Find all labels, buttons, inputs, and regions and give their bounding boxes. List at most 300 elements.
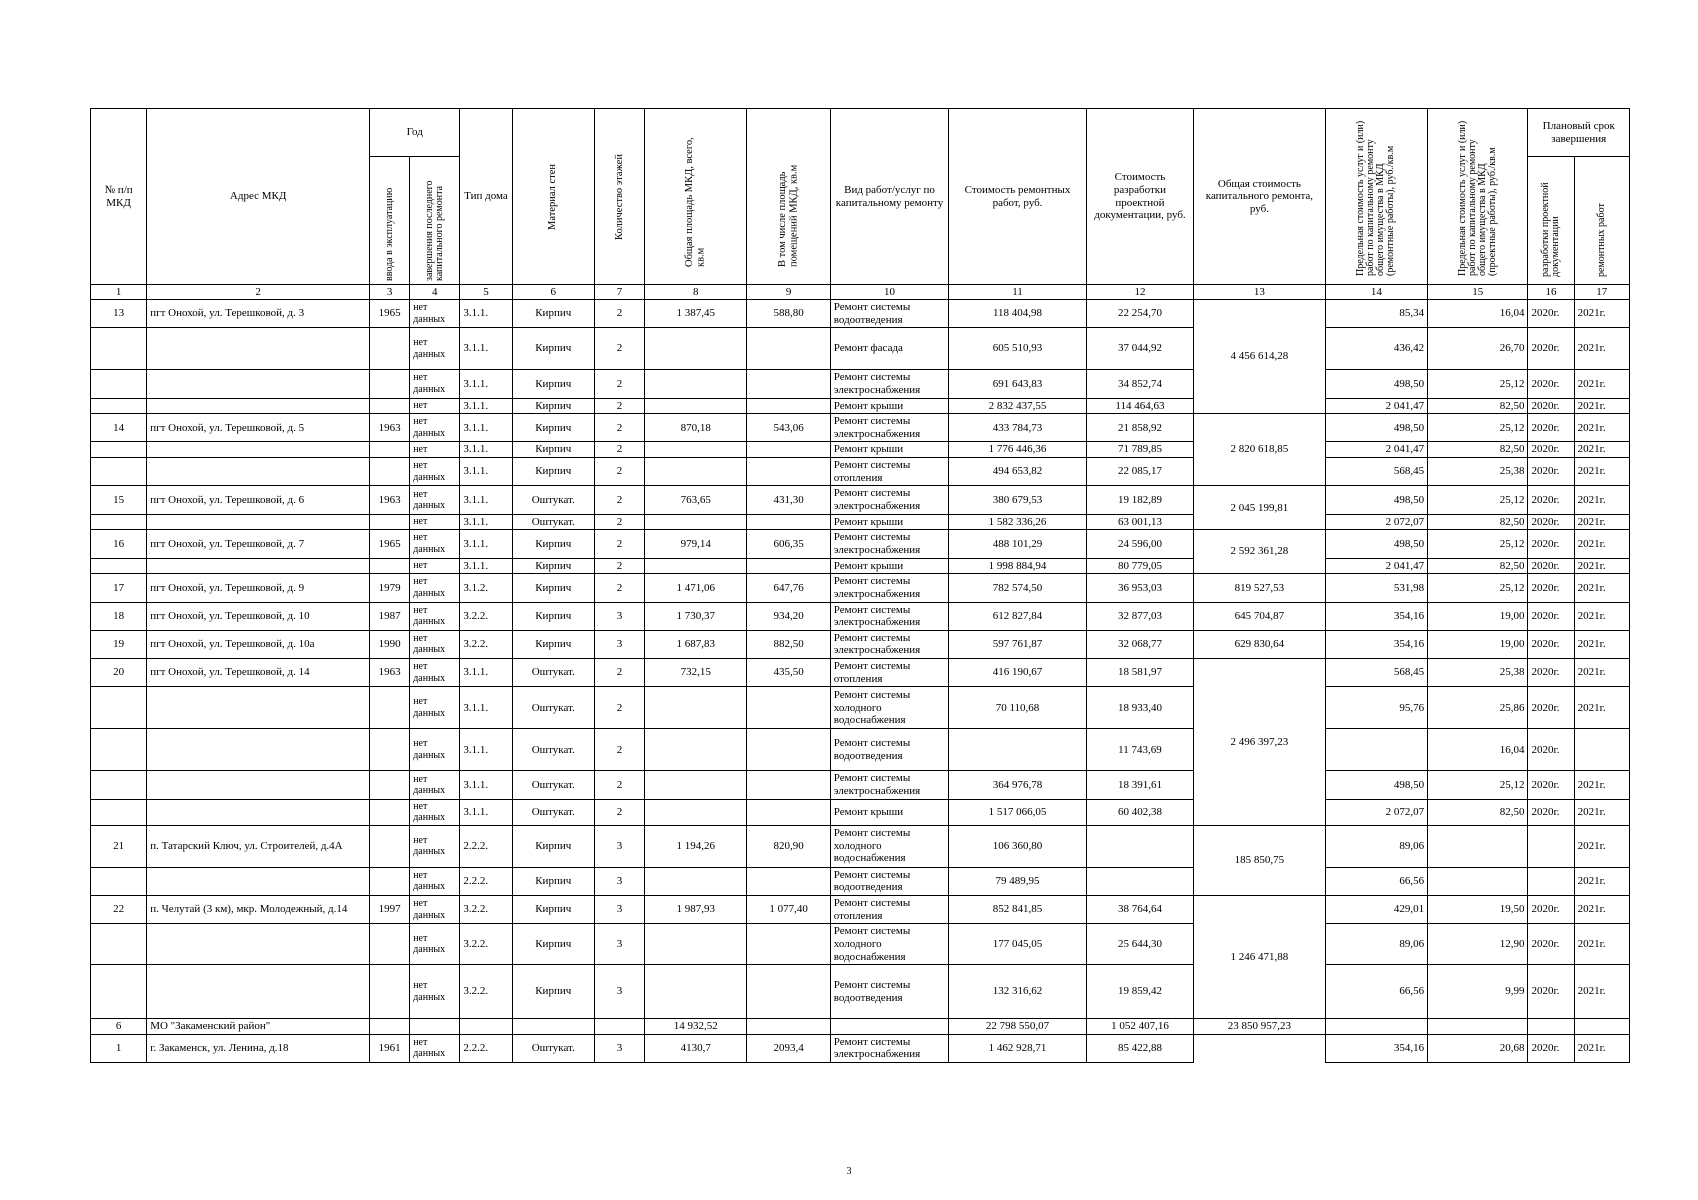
- column-number: 2: [147, 285, 370, 300]
- cell-house-type: 3.2.2.: [460, 924, 512, 965]
- header-planned-design: разработки проектной документации: [1540, 181, 1562, 277]
- cell-address: [147, 729, 370, 771]
- cell-limit-repair: 354,16: [1325, 602, 1427, 630]
- cell-limit-repair: 568,45: [1325, 659, 1427, 687]
- cell-limit-design: [1428, 867, 1528, 895]
- cell-design-cost: 34 852,74: [1086, 370, 1193, 398]
- cell-design-cost: 18 581,97: [1086, 659, 1193, 687]
- cell-planned-repair: 2021г.: [1574, 398, 1629, 414]
- cell-design-cost: 18 391,61: [1086, 771, 1193, 799]
- cell-floors: 3: [594, 867, 644, 895]
- table-row: [91, 328, 1630, 370]
- cell-total-area: 4130,7: [645, 1034, 747, 1062]
- cell-num: [91, 771, 147, 799]
- cell-house-type: 3.1.1.: [460, 771, 512, 799]
- cell-address: пгт Онохой, ул. Терешковой, д. 9: [147, 574, 370, 602]
- cell-year-start: 1987: [370, 602, 410, 630]
- cell-planned-repair: 2021г.: [1574, 514, 1629, 530]
- cell-year-last-repair: нет данных: [410, 825, 460, 867]
- cell-year-start: 1963: [370, 486, 410, 514]
- cell-num: 17: [91, 574, 147, 602]
- cell-wall-material: Кирпич: [512, 370, 594, 398]
- cell-address: [147, 867, 370, 895]
- cell-limit-repair: 531,98: [1325, 574, 1427, 602]
- cell-year-start: 1961: [370, 1034, 410, 1062]
- cell-year-last-repair: нет данных: [410, 687, 460, 729]
- cell-work-type: Ремонт системы электроснабжения: [830, 530, 948, 558]
- cell-work-type: Ремонт системы электроснабжения: [830, 1034, 948, 1062]
- cell-year-start: [370, 442, 410, 458]
- cell-year-last-repair: нет данных: [410, 574, 460, 602]
- cell-address: п. Татарский Ключ, ул. Строителей, д.4А: [147, 825, 370, 867]
- cell-work-type: Ремонт крыши: [830, 442, 948, 458]
- cell-premises-area: 606,35: [747, 530, 830, 558]
- cell-address: пгт Онохой, ул. Терешковой, д. 5: [147, 414, 370, 442]
- cell-year-last-repair: нет данных: [410, 300, 460, 328]
- cell-wall-material: Оштукат.: [512, 659, 594, 687]
- cell-repair-cost: 1 582 336,26: [949, 514, 1087, 530]
- cell-work-type: Ремонт фасада: [830, 328, 948, 370]
- cell-premises-area: [747, 771, 830, 799]
- cell-num: 18: [91, 602, 147, 630]
- cell-design-cost: 25 644,30: [1086, 924, 1193, 965]
- cell-total-cost: [1194, 1034, 1326, 1062]
- table-row: [91, 659, 1630, 687]
- cell-total-cost: 2 045 199,81: [1194, 486, 1326, 530]
- cell-total-area: 1 194,26: [645, 825, 747, 867]
- cell-year-start: [370, 687, 410, 729]
- cell-num: [91, 514, 147, 530]
- district-num: 6: [91, 1019, 147, 1035]
- cell-house-type: 3.1.1.: [460, 729, 512, 771]
- cell-year-start: [370, 558, 410, 574]
- cell-total-cost: 629 830,64: [1194, 630, 1326, 658]
- cell-total-cost: 1 246 471,88: [1194, 895, 1326, 1018]
- cell-design-cost: 80 779,05: [1086, 558, 1193, 574]
- cell-design-cost: 19 859,42: [1086, 965, 1193, 1019]
- column-number: 10: [830, 285, 948, 300]
- cell-premises-area: [747, 558, 830, 574]
- cell-num: 13: [91, 300, 147, 328]
- table-row: [91, 895, 1630, 923]
- cell-num: 21: [91, 825, 147, 867]
- cell-repair-cost: 605 510,93: [949, 328, 1087, 370]
- cell-limit-design: 9,99: [1428, 965, 1528, 1019]
- cell-work-type: Ремонт крыши: [830, 514, 948, 530]
- cell-planned-repair: 2021г.: [1574, 458, 1629, 486]
- cell-wall-material: Оштукат.: [512, 514, 594, 530]
- cell-total-cost: 2 592 361,28: [1194, 530, 1326, 574]
- cell-limit-repair: 89,06: [1325, 924, 1427, 965]
- cell-planned-repair: 2021г.: [1574, 530, 1629, 558]
- header-planned-repair: ремонтных работ: [1595, 202, 1607, 277]
- cell-planned-design: 2020г.: [1528, 414, 1574, 442]
- column-number: 12: [1086, 285, 1193, 300]
- cell-planned-repair: 2021г.: [1574, 574, 1629, 602]
- cell-design-cost: 60 402,38: [1086, 799, 1193, 825]
- cell-design-cost: 22 085,17: [1086, 458, 1193, 486]
- cell-total-area: [645, 442, 747, 458]
- cell-house-type: 3.1.1.: [460, 687, 512, 729]
- header-limit-design: Предельная стоимость услуг и (или) работ по капитальному ремонту общего имущества в МКД (проектные работы), руб./кв.м: [1456, 120, 1498, 276]
- cell-design-cost: 18 933,40: [1086, 687, 1193, 729]
- cell-year-last-repair: нет данных: [410, 659, 460, 687]
- table-row: [91, 729, 1630, 771]
- empty-cell: [1325, 1019, 1427, 1035]
- cell-limit-repair: 498,50: [1325, 486, 1427, 514]
- cell-repair-cost: 1 462 928,71: [949, 1034, 1087, 1062]
- table-row: [91, 574, 1630, 602]
- cell-house-type: 3.1.1.: [460, 442, 512, 458]
- empty-cell: [594, 1019, 644, 1035]
- cell-design-cost: 71 789,85: [1086, 442, 1193, 458]
- cell-planned-repair: 2021г.: [1574, 300, 1629, 328]
- header-year-group: Год: [370, 109, 460, 157]
- cell-year-start: [370, 729, 410, 771]
- header-house-type: Тип дома: [460, 109, 512, 285]
- cell-limit-repair: 2 041,47: [1325, 398, 1427, 414]
- table-row: [91, 771, 1630, 799]
- cell-planned-design: [1528, 825, 1574, 867]
- cell-floors: 2: [594, 729, 644, 771]
- cell-house-type: 3.1.1.: [460, 458, 512, 486]
- cell-total-area: [645, 458, 747, 486]
- cell-work-type: Ремонт системы водоотведения: [830, 867, 948, 895]
- cell-house-type: 3.2.2.: [460, 630, 512, 658]
- cell-year-last-repair: нет данных: [410, 530, 460, 558]
- cell-floors: 2: [594, 659, 644, 687]
- cell-total-area: [645, 867, 747, 895]
- cell-wall-material: Кирпич: [512, 924, 594, 965]
- cell-repair-cost: 416 190,67: [949, 659, 1087, 687]
- cell-wall-material: Кирпич: [512, 398, 594, 414]
- cell-num: 20: [91, 659, 147, 687]
- cell-house-type: 3.1.1.: [460, 514, 512, 530]
- cell-repair-cost: [949, 729, 1087, 771]
- cell-planned-repair: 2021г.: [1574, 659, 1629, 687]
- header-design-cost: Стоимость разработки проектной документации, руб.: [1086, 109, 1193, 285]
- cell-wall-material: Оштукат.: [512, 687, 594, 729]
- header-planned-group: Плановый срок завершения: [1528, 109, 1630, 157]
- district-design-cost: 1 052 407,16: [1086, 1019, 1193, 1035]
- cell-premises-area: [747, 867, 830, 895]
- cell-repair-cost: 691 643,83: [949, 370, 1087, 398]
- cell-work-type: Ремонт системы электроснабжения: [830, 574, 948, 602]
- cell-total-area: [645, 729, 747, 771]
- cell-address: [147, 398, 370, 414]
- cell-num: [91, 398, 147, 414]
- cell-num: 22: [91, 895, 147, 923]
- cell-design-cost: 85 422,88: [1086, 1034, 1193, 1062]
- cell-floors: 2: [594, 328, 644, 370]
- cell-address: г. Закаменск, ул. Ленина, д.18: [147, 1034, 370, 1062]
- cell-limit-design: 25,86: [1428, 687, 1528, 729]
- column-number: 11: [949, 285, 1087, 300]
- cell-design-cost: 22 254,70: [1086, 300, 1193, 328]
- cell-wall-material: Кирпич: [512, 602, 594, 630]
- cell-planned-design: 2020г.: [1528, 602, 1574, 630]
- table-row: [91, 442, 1630, 458]
- cell-planned-design: 2020г.: [1528, 630, 1574, 658]
- cell-floors: 3: [594, 825, 644, 867]
- cell-total-area: [645, 370, 747, 398]
- district-total-area: 14 932,52: [645, 1019, 747, 1035]
- cell-year-last-repair: нет: [410, 442, 460, 458]
- cell-house-type: 3.1.1.: [460, 398, 512, 414]
- cell-floors: 2: [594, 442, 644, 458]
- cell-year-start: 1979: [370, 574, 410, 602]
- cell-wall-material: Оштукат.: [512, 771, 594, 799]
- cell-floors: 2: [594, 486, 644, 514]
- cell-limit-design: 19,50: [1428, 895, 1528, 923]
- column-number: 9: [747, 285, 830, 300]
- header-wall-material: Материал стен: [547, 163, 559, 230]
- cell-work-type: Ремонт крыши: [830, 398, 948, 414]
- cell-floors: 2: [594, 514, 644, 530]
- cell-total-area: [645, 687, 747, 729]
- table-row: [91, 687, 1630, 729]
- cell-floors: 3: [594, 895, 644, 923]
- cell-planned-design: 2020г.: [1528, 659, 1574, 687]
- cell-planned-design: 2020г.: [1528, 398, 1574, 414]
- cell-premises-area: 1 077,40: [747, 895, 830, 923]
- cell-house-type: 3.1.1.: [460, 300, 512, 328]
- cell-limit-design: 25,12: [1428, 530, 1528, 558]
- district-total-cost: 23 850 957,23: [1194, 1019, 1326, 1035]
- cell-limit-repair: 2 041,47: [1325, 442, 1427, 458]
- cell-premises-area: [747, 687, 830, 729]
- cell-work-type: Ремонт системы электроснабжения: [830, 370, 948, 398]
- cell-limit-repair: 354,16: [1325, 1034, 1427, 1062]
- cell-year-start: [370, 924, 410, 965]
- cell-work-type: Ремонт системы электроснабжения: [830, 771, 948, 799]
- cell-floors: 2: [594, 398, 644, 414]
- cell-limit-design: 82,50: [1428, 799, 1528, 825]
- cell-planned-design: 2020г.: [1528, 1034, 1574, 1062]
- cell-planned-design: 2020г.: [1528, 729, 1574, 771]
- cell-year-last-repair: нет данных: [410, 458, 460, 486]
- cell-total-cost: 2 496 397,23: [1194, 659, 1326, 826]
- cell-year-start: 1965: [370, 300, 410, 328]
- cell-wall-material: Кирпич: [512, 300, 594, 328]
- cell-premises-area: [747, 799, 830, 825]
- cell-planned-design: 2020г.: [1528, 442, 1574, 458]
- header-premises-area: В том числе площадь помещений МКД, кв.м: [777, 164, 800, 267]
- cell-total-cost: 819 527,53: [1194, 574, 1326, 602]
- cell-limit-repair: 429,01: [1325, 895, 1427, 923]
- header-repair-cost: Стоимость ремонтных работ, руб.: [949, 109, 1087, 285]
- cell-design-cost: 21 858,92: [1086, 414, 1193, 442]
- cell-wall-material: Кирпич: [512, 825, 594, 867]
- cell-limit-repair: 2 072,07: [1325, 799, 1427, 825]
- cell-planned-design: 2020г.: [1528, 965, 1574, 1019]
- cell-total-area: [645, 398, 747, 414]
- cell-year-start: [370, 799, 410, 825]
- cell-planned-design: 2020г.: [1528, 300, 1574, 328]
- cell-floors: 2: [594, 687, 644, 729]
- capital-repair-table: [90, 108, 1630, 1063]
- cell-repair-cost: 612 827,84: [949, 602, 1087, 630]
- cell-address: [147, 771, 370, 799]
- cell-floors: 2: [594, 414, 644, 442]
- cell-premises-area: [747, 370, 830, 398]
- cell-total-area: [645, 924, 747, 965]
- cell-num: 1: [91, 1034, 147, 1062]
- cell-num: [91, 729, 147, 771]
- cell-wall-material: Кирпич: [512, 414, 594, 442]
- cell-planned-design: [1528, 867, 1574, 895]
- cell-total-cost: 4 456 614,28: [1194, 300, 1326, 414]
- empty-cell: [1574, 1019, 1629, 1035]
- cell-limit-repair: 498,50: [1325, 530, 1427, 558]
- cell-design-cost: 38 764,64: [1086, 895, 1193, 923]
- cell-planned-design: 2020г.: [1528, 924, 1574, 965]
- cell-year-last-repair: нет данных: [410, 771, 460, 799]
- cell-design-cost: 37 044,92: [1086, 328, 1193, 370]
- cell-year-start: [370, 825, 410, 867]
- cell-address: пгт Онохой, ул. Терешковой, д. 10а: [147, 630, 370, 658]
- cell-work-type: Ремонт системы холодного водоснабжения: [830, 924, 948, 965]
- cell-premises-area: [747, 458, 830, 486]
- empty-cell: [1528, 1019, 1574, 1035]
- cell-premises-area: [747, 729, 830, 771]
- cell-address: [147, 328, 370, 370]
- cell-wall-material: Оштукат.: [512, 486, 594, 514]
- cell-house-type: 3.1.1.: [460, 486, 512, 514]
- cell-limit-repair: 498,50: [1325, 771, 1427, 799]
- cell-wall-material: Оштукат.: [512, 799, 594, 825]
- cell-limit-design: 25,38: [1428, 458, 1528, 486]
- empty-cell: [830, 1019, 948, 1035]
- table-row: [91, 370, 1630, 398]
- cell-year-start: 1990: [370, 630, 410, 658]
- cell-design-cost: 24 596,00: [1086, 530, 1193, 558]
- table-row: [91, 414, 1630, 442]
- cell-wall-material: Оштукат.: [512, 1034, 594, 1062]
- cell-limit-design: 19,00: [1428, 630, 1528, 658]
- cell-num: [91, 328, 147, 370]
- cell-address: пгт Онохой, ул. Терешковой, д. 14: [147, 659, 370, 687]
- cell-work-type: Ремонт системы электроснабжения: [830, 630, 948, 658]
- cell-premises-area: [747, 328, 830, 370]
- cell-work-type: Ремонт системы холодного водоснабжения: [830, 687, 948, 729]
- cell-premises-area: [747, 442, 830, 458]
- cell-limit-repair: 66,56: [1325, 965, 1427, 1019]
- column-number: 17: [1574, 285, 1629, 300]
- column-number: 1: [91, 285, 147, 300]
- table-row: [91, 514, 1630, 530]
- cell-floors: 2: [594, 799, 644, 825]
- header-total-cost: Общая стоимость капитального ремонта, руб.: [1194, 109, 1326, 285]
- cell-planned-repair: 2021г.: [1574, 414, 1629, 442]
- cell-num: 19: [91, 630, 147, 658]
- cell-repair-cost: 2 832 437,55: [949, 398, 1087, 414]
- cell-house-type: 3.1.1.: [460, 799, 512, 825]
- cell-premises-area: 588,80: [747, 300, 830, 328]
- cell-house-type: 3.2.2.: [460, 895, 512, 923]
- cell-work-type: Ремонт системы электроснабжения: [830, 414, 948, 442]
- cell-total-area: [645, 799, 747, 825]
- column-number: 13: [1194, 285, 1326, 300]
- header-year-start: ввода в эксплуатацию: [383, 187, 395, 281]
- column-number: 14: [1325, 285, 1427, 300]
- cell-repair-cost: 1 998 884,94: [949, 558, 1087, 574]
- cell-year-last-repair: нет данных: [410, 924, 460, 965]
- cell-floors: 3: [594, 965, 644, 1019]
- cell-planned-repair: 2021г.: [1574, 965, 1629, 1019]
- district-name: МО "Закаменский район": [147, 1019, 370, 1035]
- cell-limit-design: 82,50: [1428, 398, 1528, 414]
- column-numbers-row: [91, 285, 1630, 300]
- cell-premises-area: [747, 924, 830, 965]
- cell-planned-repair: 2021г.: [1574, 771, 1629, 799]
- table-row: [91, 799, 1630, 825]
- cell-floors: 2: [594, 558, 644, 574]
- table-row: [91, 602, 1630, 630]
- cell-limit-design: [1428, 825, 1528, 867]
- cell-planned-repair: 2021г.: [1574, 924, 1629, 965]
- cell-house-type: 3.1.1.: [460, 659, 512, 687]
- cell-limit-design: 20,68: [1428, 1034, 1528, 1062]
- cell-limit-repair: 95,76: [1325, 687, 1427, 729]
- empty-cell: [1428, 1019, 1528, 1035]
- cell-floors: 2: [594, 771, 644, 799]
- cell-design-cost: 114 464,63: [1086, 398, 1193, 414]
- cell-planned-design: 2020г.: [1528, 895, 1574, 923]
- cell-work-type: Ремонт системы электроснабжения: [830, 602, 948, 630]
- cell-repair-cost: 494 653,82: [949, 458, 1087, 486]
- cell-num: [91, 458, 147, 486]
- cell-year-last-repair: нет данных: [410, 1034, 460, 1062]
- district-total-row: [91, 1019, 1630, 1035]
- cell-wall-material: Кирпич: [512, 458, 594, 486]
- cell-repair-cost: 70 110,68: [949, 687, 1087, 729]
- cell-repair-cost: 106 360,80: [949, 825, 1087, 867]
- cell-limit-design: 82,50: [1428, 514, 1528, 530]
- cell-address: [147, 965, 370, 1019]
- cell-design-cost: 63 001,13: [1086, 514, 1193, 530]
- cell-premises-area: 2093,4: [747, 1034, 830, 1062]
- cell-premises-area: 882,50: [747, 630, 830, 658]
- cell-limit-design: 19,00: [1428, 602, 1528, 630]
- cell-floors: 2: [594, 574, 644, 602]
- cell-repair-cost: 132 316,62: [949, 965, 1087, 1019]
- table-row: [91, 825, 1630, 867]
- cell-premises-area: [747, 514, 830, 530]
- cell-num: [91, 924, 147, 965]
- cell-year-last-repair: нет данных: [410, 729, 460, 771]
- cell-num: [91, 867, 147, 895]
- cell-num: 16: [91, 530, 147, 558]
- cell-year-last-repair: нет данных: [410, 602, 460, 630]
- cell-planned-repair: 2021г.: [1574, 442, 1629, 458]
- cell-year-start: 1963: [370, 414, 410, 442]
- cell-planned-design: 2020г.: [1528, 687, 1574, 729]
- cell-num: [91, 687, 147, 729]
- cell-address: [147, 514, 370, 530]
- cell-work-type: Ремонт крыши: [830, 799, 948, 825]
- cell-total-area: 1 387,45: [645, 300, 747, 328]
- cell-num: [91, 370, 147, 398]
- cell-planned-design: 2020г.: [1528, 328, 1574, 370]
- header-address: Адрес МКД: [147, 109, 370, 285]
- cell-year-last-repair: нет данных: [410, 799, 460, 825]
- cell-house-type: 3.1.1.: [460, 370, 512, 398]
- cell-year-start: [370, 867, 410, 895]
- cell-wall-material: Оштукат.: [512, 729, 594, 771]
- cell-planned-repair: 2021г.: [1574, 799, 1629, 825]
- cell-num: 14: [91, 414, 147, 442]
